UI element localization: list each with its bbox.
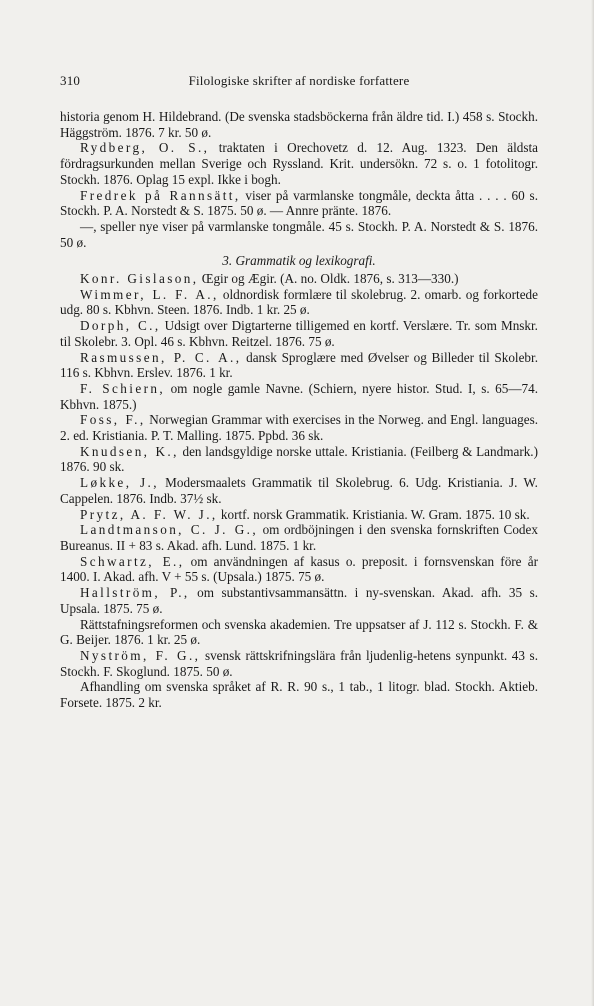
entry-text: traktaten i Orechovetz d. 12. Aug. 1323. Den äldsta fördragsurkunden mellan Sverige och Ryssland. Krit. undersökn. 72 s. o. 1 fotolitogr. Stockh. 1876. Oplag 15 expl. Ikke i bogh. <box>60 140 539 187</box>
entry-text: Rättstafningsreformen och svenska akademien. Tre uppsatser af J. 112 s. Stockh. F. & G. Beijer. 1876. 1 kr. 25 ø. <box>60 616 538 648</box>
bibliography-entry <box>60 219 538 250</box>
entry-author: Prytz, A. F. W. J., <box>80 506 218 522</box>
bibliography-entry <box>60 444 538 475</box>
bibliography-entry <box>60 412 538 443</box>
bibliography-entry <box>60 271 538 287</box>
entry-text: viser på varmlanske tongmåle, deckta åtta . . . . 60 s. Stockh. P. A. Norstedt & S. 1875. 50 ø. — Annre pränte. 1876. <box>60 187 538 219</box>
entry-author: Løkke, J., <box>80 475 159 491</box>
entry-text: den landsgyldige norske uttale. Kristiania. (Feilberg & Landmark.) 1876. 90 sk. <box>60 443 538 475</box>
entry-text: —, speller nye viser på varmlanske tongmåle. 45 s. Stockh. P. A. Norstedt & S. 1876. 50 ø. <box>60 218 538 250</box>
entry-author: Konr. Gislason, <box>80 271 199 287</box>
bibliography-entry <box>60 109 538 140</box>
entry-text: om nogle gamle Navne. (Schiern, nyere histor. Stud. I, s. 65—74. Kbhvn. 1875.) <box>60 380 538 412</box>
bibliography-entry <box>60 381 538 412</box>
entry-text: Afhandling om svenska språket af R. R. 90 s., 1 tab., 1 litogr. blad. Stockh. Aktieb. Forsete. 1875. 2 kr. <box>60 679 538 711</box>
page-body <box>60 109 538 711</box>
bibliography-entry <box>60 318 538 349</box>
bibliography-entry <box>60 679 538 710</box>
entry-text: Udsigt over Digtarterne tilligemed en kortf. Verslære. Tr. som Mnskr. til Skolebr. 3. Opl. 46 s. Kbhvn. Reitzel. 1876. 75 ø. <box>60 318 538 349</box>
entry-text: om ordböjningen i den svenska fornskriften Codex Bureanus. II + 83 s. Akad. afh. Lund. 1875. 1 kr. <box>60 522 538 553</box>
bibliography-entry <box>60 617 538 648</box>
entry-author: Knudsen, K., <box>80 443 179 459</box>
entry-text: svensk rättskrifningslära från ljudenlig-hetens synpunkt. 43 s. Stockh. F. Skoglund. 1875. 50 ø. <box>60 647 538 679</box>
bibliography-entry <box>60 554 538 585</box>
entry-author: Dorph, C., <box>80 318 161 334</box>
entry-text: Norwegian Grammar with exercises in the Norweg. and Engl. languages. 2. ed. Kristiania. P. T. Malling. 1875. Ppbd. 36 sk. <box>60 412 538 444</box>
section-heading: 3. Grammatik og lexikografi. <box>222 253 376 269</box>
entry-text: om användningen af kasus o. preposit. i fornsvenskan före år 1400. I. Akad. afh. V + 55 s. (Upsala.) 1875. 75 ø. <box>60 553 538 585</box>
bibliography-entry <box>60 287 538 318</box>
bibliography-entry <box>60 648 538 679</box>
running-head <box>60 73 538 93</box>
entry-text: dansk Sproglære med Øvelser og Billeder til Skolebr. 116 s. Kbhvn. Erslev. 1876. 1 kr. <box>60 349 538 381</box>
entry-author: Foss, F., <box>80 412 146 428</box>
bibliography-entry <box>60 585 538 616</box>
entry-text: om substantivsammansättn. i ny-svenskan. Akad. afh. 35 s. Upsala. 1875. 75 ø. <box>60 585 538 616</box>
entry-author: Rasmussen, P. C. A., <box>80 349 242 365</box>
entry-text: kortf. norsk Grammatik. Kristiania. W. Gram. 1875. 10 sk. <box>217 506 530 522</box>
entry-author: Landtmanson, C. J. G., <box>80 522 259 538</box>
entry-text: Modersmaalets Grammatik til Skolebrug. 6. Udg. Kristiania. J. W. Cappelen. 1876. Indb. 37½ sk. <box>60 475 538 506</box>
bibliography-entry <box>60 522 538 553</box>
entry-author: Wimmer, L. F. A., <box>80 286 219 302</box>
entry-author: F. Schiern, <box>80 380 166 396</box>
page-number: 310 <box>60 73 81 88</box>
entry-author: Fredrek på Rannsätt, <box>80 187 241 203</box>
entry-author: Hallström, P., <box>80 585 190 601</box>
entry-text: historia genom H. Hildebrand. (De svenska stadsböckerna från äldre tid. I.) 458 s. Stockh. Häggström. 1876. 7 kr. 50 ø. <box>60 109 538 140</box>
entry-author: Schwartz, E., <box>80 553 185 569</box>
bibliography-entry <box>60 350 538 381</box>
entry-author: Rydberg, O. S., <box>80 140 210 156</box>
bibliography-entry <box>60 140 538 187</box>
bibliography-entry <box>60 475 538 506</box>
bibliography-entry <box>60 507 538 523</box>
entry-text: oldnordisk formlære til skolebrug. 2. omarb. og forkortede udg. 80 s. Kbhvn. Steen. 1876. Indb. 1 kr. 25 ø. <box>60 286 538 318</box>
bibliography-entry <box>60 188 538 219</box>
entry-author: Nyström, F. G., <box>80 647 201 663</box>
entry-text: Œgir og Ægir. (A. no. Oldk. 1876, s. 313—330.) <box>198 271 459 287</box>
running-title: Filologiske skrifter af nordiske forfattere <box>188 73 410 88</box>
